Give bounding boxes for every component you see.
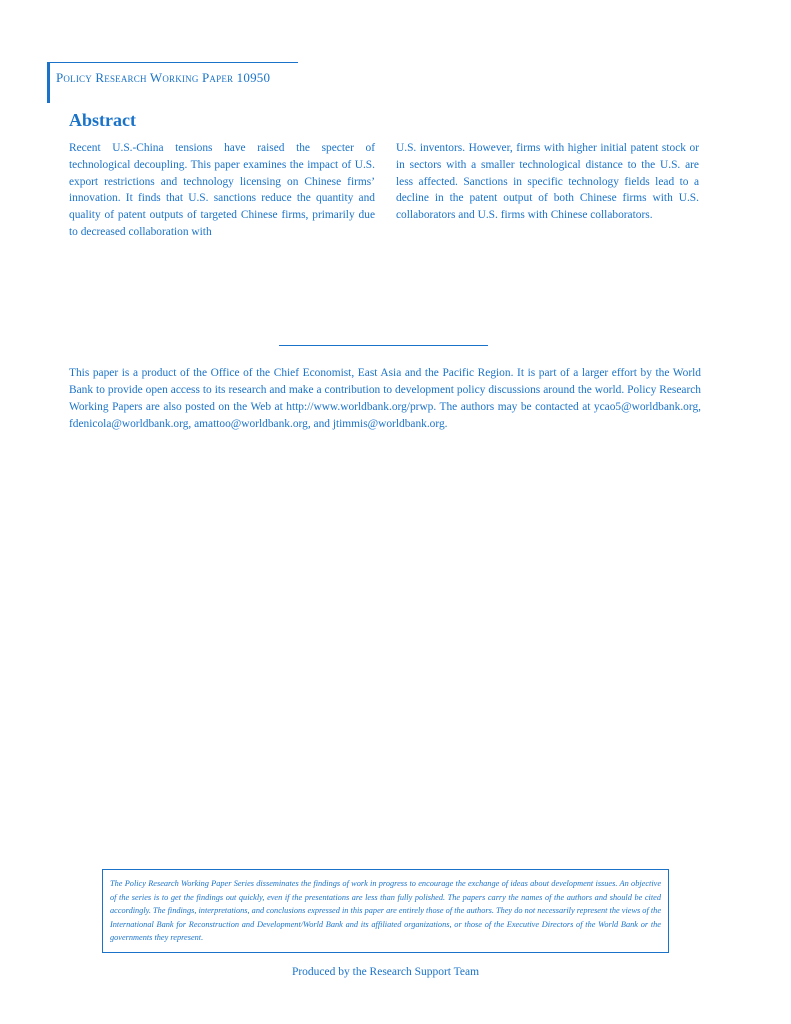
series-header-accent-bar — [47, 63, 50, 103]
series-title: Policy Research Working Paper 10950 — [56, 70, 271, 85]
abstract-column-left: Recent U.S.-China tensions have raised the specter of technological decoupling. This paper examines the impact of U.S. export restrictions and technology licensing on Chinese firms’ innovation. It finds that U.S. sanctions reduce the quantity and quality of patent outputs of targeted Chinese firms, primarily due to decreased collaboration with — [69, 142, 375, 238]
section-divider — [279, 345, 488, 346]
abstract-heading: Abstract — [69, 110, 136, 130]
disclaimer-box — [102, 869, 669, 953]
produced-by-footer: Produced by the Research Support Team — [291, 966, 480, 978]
product-note: This paper is a product of the Office of the Chief Economist, East Asia and the Pacific Region. It is part of a larger effort by the World Bank to provide open access to its research and make a contribution to development policy discussions around the world. Policy Research Working Papers are also posted on the Web at http://www.worldbank.org/prwp. The authors may be contacted at ycao5@worldbank.org, fdenicola@worldbank.org, amattoo@worldbank.org, and jtimmis@worldbank.org. — [69, 367, 701, 430]
series-header — [47, 62, 298, 103]
disclaimer-text: The Policy Research Working Paper Series disseminates the findings of work in progress to encourage the exchange of ideas about development issues. An objective of the series is to get the findings out quickly, even if the presentations are less than fully polished. The papers carry the names of the authors and should be cited accordingly. The findings, interpretations, and conclusions expressed in this paper are entirely those of the authors. They do not necessarily represent the views of the International Bank for Reconstruction and Development/World Bank and its affiliated organizations, or those of the Executive Directors of the World Bank or the governments they represent. — [110, 879, 661, 943]
abstract-column-right: U.S. inventors. However, firms with higher initial patent stock or in sectors with a smaller technological distance to the U.S. are less affected. Sanctions in specific technology fields lead to a decline in the patent output of both Chinese firms with U.S. collaborators and U.S. firms with Chinese collaborators. — [396, 142, 699, 222]
